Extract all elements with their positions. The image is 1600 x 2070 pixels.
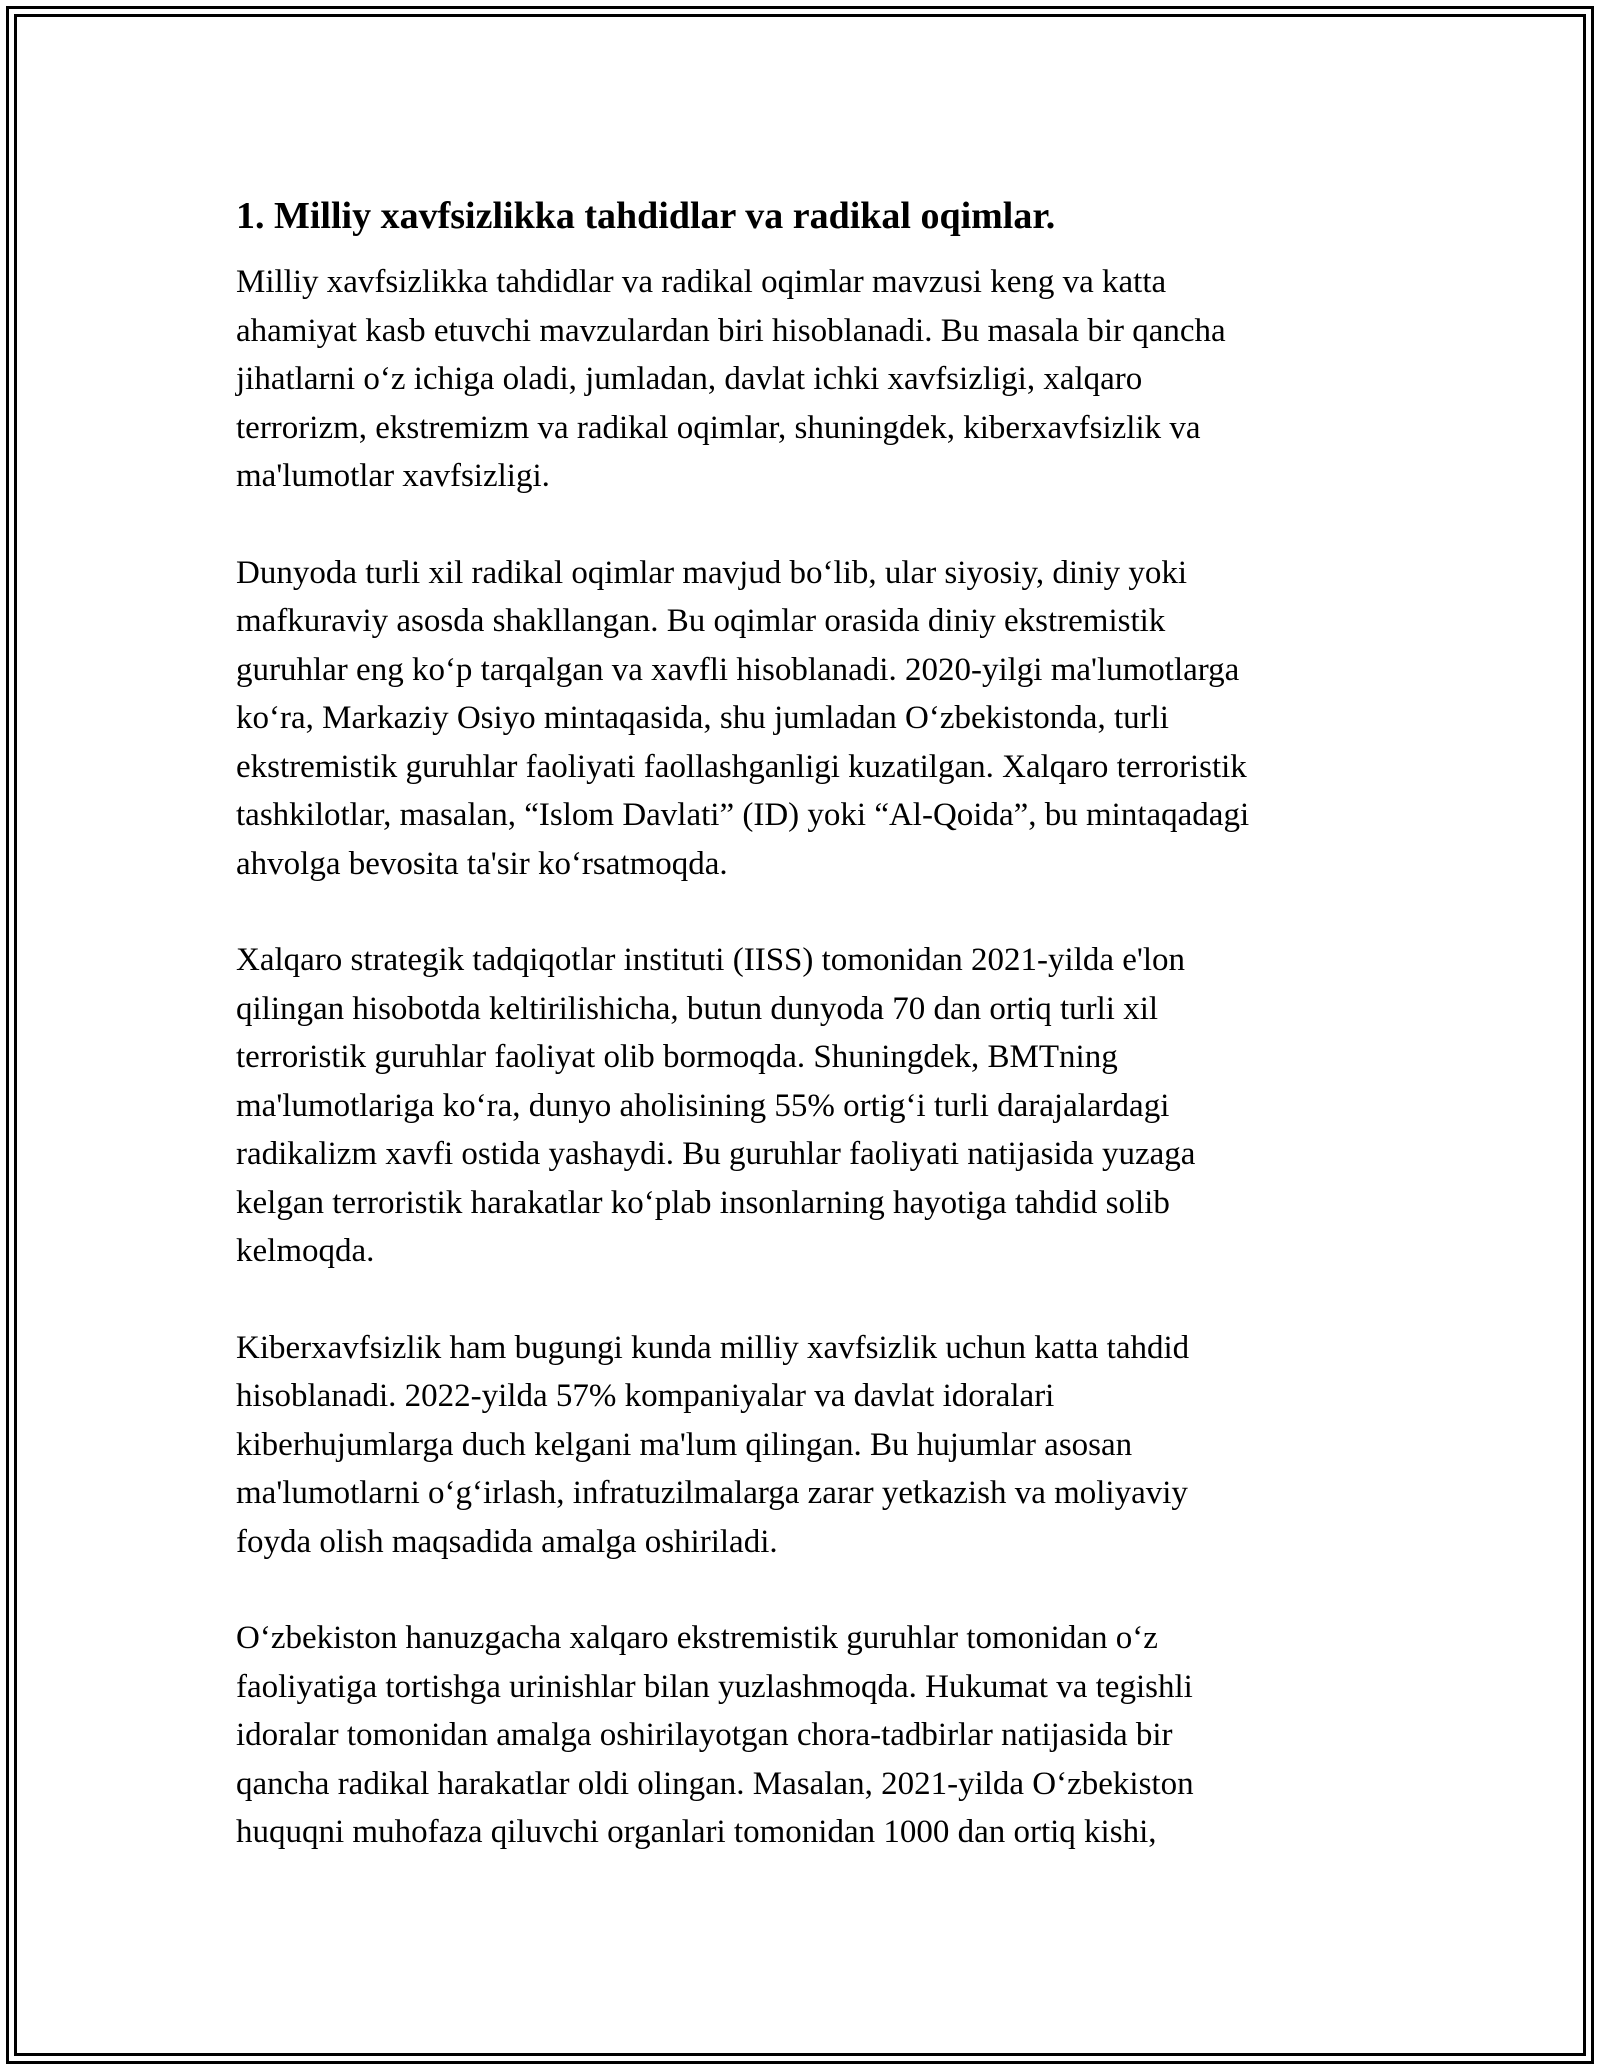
- document-body: [236, 188, 1376, 1857]
- paragraph-uzbekistan: O‘zbekiston hanuzgacha xalqaro ekstremistik guruhlar tomonidan o‘z faoliyatiga tortishga urinishlar bilan yuzlashmoqda. Hukumat va tegishli idoralar tomonidan amalga oshirilayotgan chora-tadbirlar natijasida bir qancha radikal harakatlar oldi olingan. Masalan, 2021-yilda O‘zbekiston huquqni muhofaza qiluvchi organlari tomonidan 1000 dan ortiq kishi,: [236, 1620, 1194, 1850]
- paragraph-radical-movements: Dunyoda turli xil radikal oqimlar mavjud bo‘lib, ular siyosiy, diniy yoki mafkuraviy asosda shakllangan. Bu oqimlar orasida diniy ekstremistik guruhlar eng ko‘p tarqalgan va xavfli hisoblanadi. 2020-yilgi ma'lumotlarga ko‘ra, Markaziy Osiyo mintaqasida, shu jumladan O‘zbekistonda, turli ekstremistik guruhlar faoliyati faollashganligi kuzatilgan. Xalqaro terroristik tashkilotlar, masalan, “Islom Davlati” (ID) yoki “Al-Qoida”, bu mintaqadagi ahvolga bevosita ta'sir ko‘rsatmoqda.: [236, 554, 1250, 882]
- paragraph-iiss-report: Xalqaro strategik tadqiqotlar instituti (IISS) tomonidan 2021-yilda e'lon qilingan hisobotda keltirilishicha, butun dunyoda 70 dan ortiq turli xil terroristik guruhlar faoliyat olib bormoqda. Shuningdek, BMTning ma'lumotlariga ko‘ra, dunyo aholisining 55% ortig‘i turli darajalardagi radikalizm xavfi ostida yashaydi. Bu guruhlar faoliyati natijasida yuzaga kelgan terroristik harakatlar ko‘plab insonlarning hayotiga tahdid solib kelmoqda.: [236, 942, 1196, 1269]
- paragraph-cybersecurity: Kiberxavfsizlik ham bugungi kunda milliy xavfsizlik uchun katta tahdid hisoblanadi. 2022-yilda 57% kompaniyalar va davlat idoralari kiberhujumlarga duch kelgani ma'lum qilingan. Bu hujumlar asosan ma'lumotlarni o‘g‘irlash, infratuzilmalarga zarar yetkazish va moliyaviy foyda olish maqsadida amalga oshiriladi.: [236, 1329, 1190, 1560]
- section-heading: 1. Milliy xavfsizlikka tahdidlar va radikal oqimlar.: [236, 195, 1056, 237]
- paragraph-intro: Milliy xavfsizlikka tahdidlar va radikal oqimlar mavzusi keng va katta ahamiyat kasb etuvchi mavzulardan biri hisoblanadi. Bu masala bir qancha jihatlarni o‘z ichiga oladi, jumladan, davlat ichki xavfsizligi, xalqaro terrorizm, ekstremizm va radikal oqimlar, shuningdek, kiberxavfsizlik va ma'lumotlar xavfsizligi.: [236, 264, 1226, 494]
